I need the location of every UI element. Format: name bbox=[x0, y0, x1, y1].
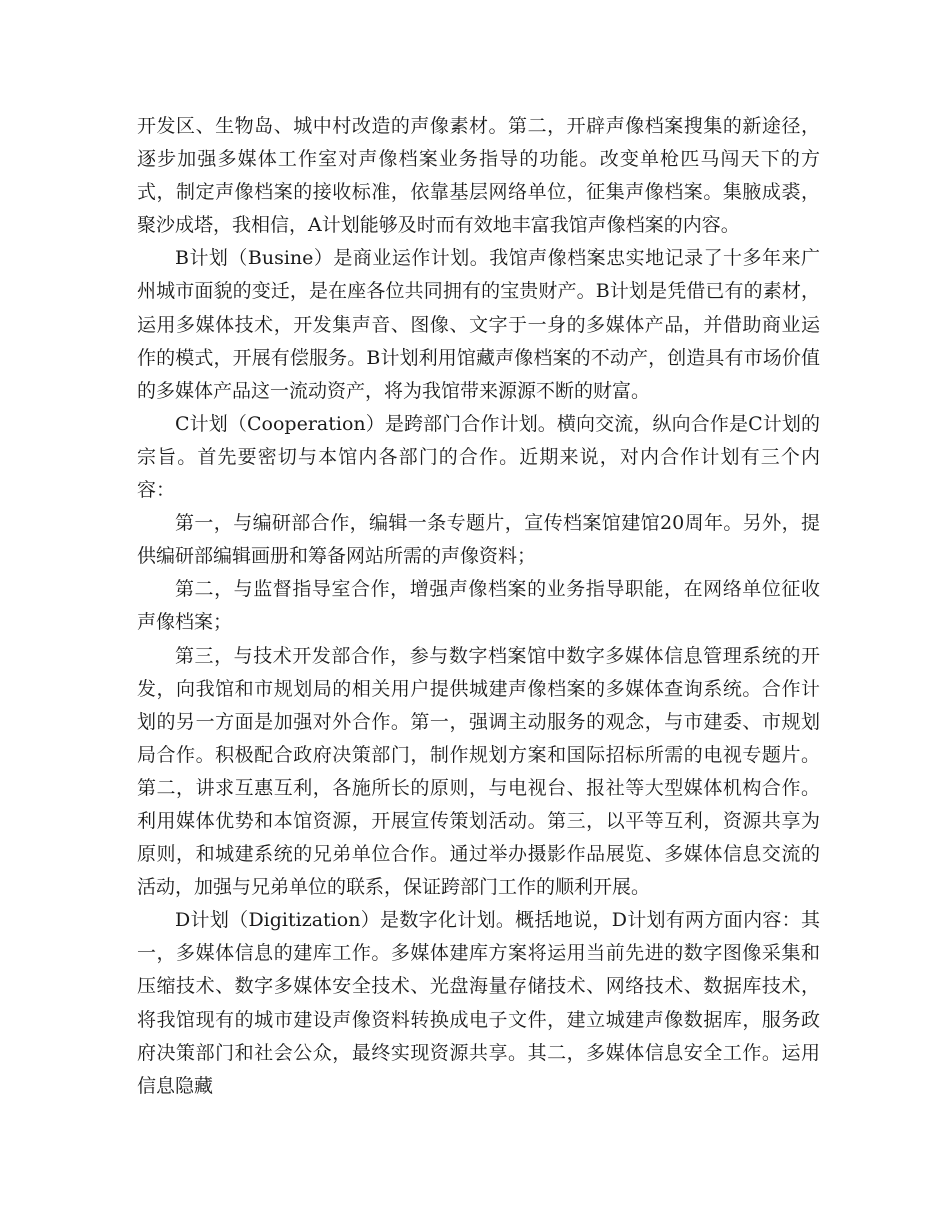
paragraph-cooperation-first: 第一，与编研部合作，编辑一条专题片，宣传档案馆建馆20周年。另外，提供编研部编辑画册和筹备网站所需的声像资料； bbox=[137, 512, 820, 568]
paragraph-cooperation-third: 第三，与技术开发部合作，参与数字档案馆中数字多媒体信息管理系统的开发，向我馆和市规划局的相关用户提供城建声像档案的多媒体查询系统。合作计划的另一方面是加强对外合作。第一，强调主动服务的观念，与市建委、市规划局合作。积极配合政府决策部门，制作规划方案和国际招标所需的电视专题片。第二，讲求互惠互利，各施所长的原则，与电视台、报社等大型媒体机构合作。利用媒体优势和本馆资源，开展宣传策划活动。第三，以平等互利，资源共享为原则，和城建系统的兄弟单位合作。通过举办摄影作品展览、多媒体信息交流的活动，加强与兄弟单位的联系，保证跨部门工作的顺利开展。 bbox=[137, 644, 820, 899]
paragraph-plan-b: B计划（Busine）是商业运作计划。我馆声像档案忠实地记录了十多年来广州城市面貌的变迁，是在座各位共同拥有的宝贵财产。B计划是凭借已有的素材，运用多媒体技术，开发集声音、图像、文字于一身的多媒体产品，并借助商业运作的模式，开展有偿服务。B计划利用馆藏声像档案的不动产，创造具有市场价值的多媒体产品这一流动资产，将为我馆带来源源不断的财富。 bbox=[137, 247, 820, 402]
document-body bbox=[137, 110, 820, 1103]
paragraph-plan-c: C计划（Cooperation）是跨部门合作计划。横向交流，纵向合作是C计划的宗旨。首先要密切与本馆内各部门的合作。近期来说，对内合作计划有三个内容： bbox=[137, 412, 820, 502]
paragraph-cooperation-second: 第二，与监督指导室合作，增强声像档案的业务指导职能，在网络单位征收声像档案； bbox=[137, 578, 820, 634]
paragraph-plan-d: D计划（Digitization）是数字化计划。概括地说，D计划有两方面内容：其一，多媒体信息的建库工作。多媒体建库方案将运用当前先进的数字图像采集和压缩技术、数字多媒体安全技术、光盘海量存储技术、网络技术、数据库技术，将我馆现有的城市建设声像资料转换成电子文件，建立城建声像数据库，服务政府决策部门和社会公众，最终实现资源共享。其二，多媒体信息安全工作。运用信息隐藏 bbox=[137, 909, 820, 1097]
paragraph-continued: 开发区、生物岛、城中村改造的声像素材。第二，开辟声像档案搜集的新途径，逐步加强多媒体工作室对声像档案业务指导的功能。改变单枪匹马闯天下的方式，制定声像档案的接收标准，依靠基层网络单位，征集声像档案。集腋成裘，聚沙成塔，我相信，A计划能够及时而有效地丰富我馆声像档案的内容。 bbox=[137, 115, 820, 237]
